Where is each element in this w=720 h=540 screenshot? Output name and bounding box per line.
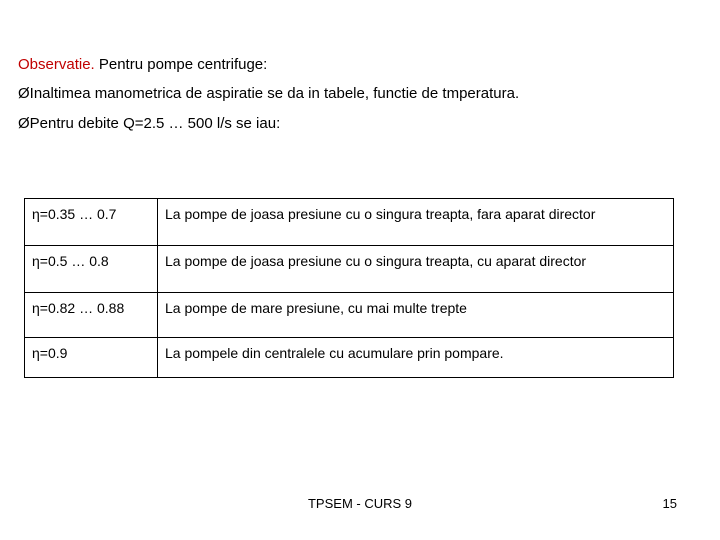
bullet-text: Pentru debite Q=2.5 … 500 l/s se iau: <box>29 115 281 132</box>
description-cell: La pompe de mare presiune, cu mai multe trepte <box>158 293 674 338</box>
description-cell: La pompe de joasa presiune cu o singura treapta, cu aparat director <box>158 246 674 293</box>
table-row <box>25 293 674 338</box>
observation-text: Pentru pompe centrifuge: <box>94 56 268 73</box>
table-row <box>25 199 674 246</box>
arrow-bullet-icon: Ø <box>18 115 30 132</box>
footer-course-label: TPSEM - CURS 9 <box>307 496 412 511</box>
efficiency-range-cell: η=0.35 … 0.7 <box>25 199 158 246</box>
bullet-item <box>18 85 519 102</box>
table-row <box>25 338 674 378</box>
page-number: 15 <box>662 496 677 511</box>
observation-label: Observatie. <box>18 56 95 73</box>
efficiency-table <box>24 198 674 378</box>
efficiency-range-cell: η=0.5 … 0.8 <box>25 246 158 293</box>
bullet-text: Inaltimea manometrica de aspiratie se da in tabele, functie de tmperatura. <box>29 85 520 102</box>
table-row <box>25 246 674 293</box>
observation-heading <box>18 56 267 73</box>
bullet-item <box>18 115 280 132</box>
efficiency-range-cell: η=0.82 … 0.88 <box>25 293 158 338</box>
description-cell: La pompe de joasa presiune cu o singura treapta, fara aparat director <box>158 199 674 246</box>
description-cell: La pompele din centralele cu acumulare prin pompare. <box>158 338 674 378</box>
efficiency-range-cell: η=0.9 <box>25 338 158 378</box>
arrow-bullet-icon: Ø <box>18 85 30 102</box>
